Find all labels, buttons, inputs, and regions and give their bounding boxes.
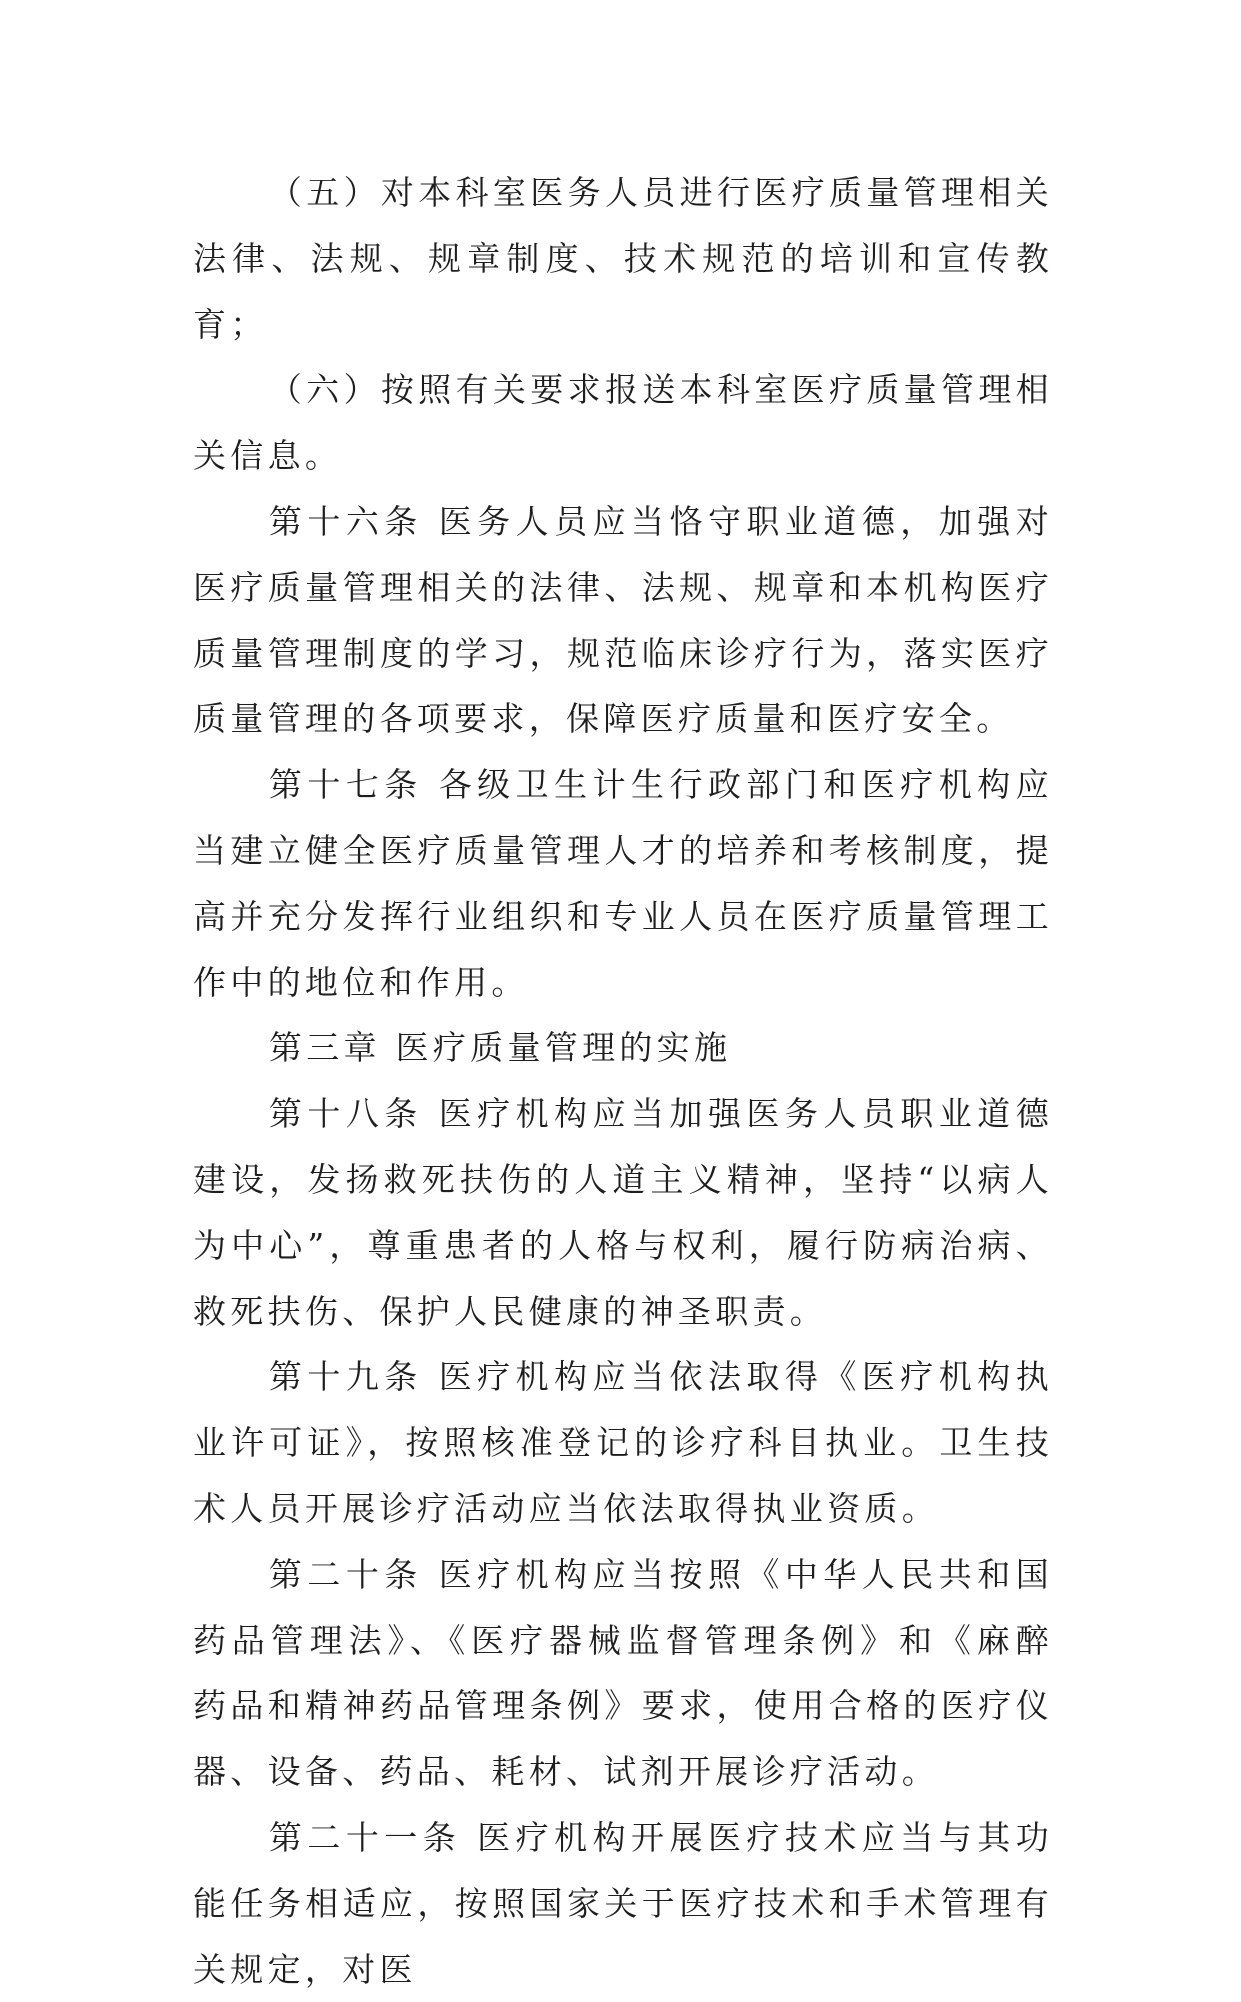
article-17: 第十七条 各级卫生计生行政部门和医疗机构应当建立健全医疗质量管理人才的培养和考核制度，提高并充分发挥行业组织和专业人员在医疗质量管理工作中的地位和作用。 <box>193 765 1053 1002</box>
chapter-3-heading: 第三章 医疗质量管理的实施 <box>268 1028 732 1068</box>
article-16: 第十六条 医务人员应当恪守职业道德，加强对医疗质量管理相关的法律、法规、规章和本机构医疗质量管理制度的学习，规范临床诊疗行为，落实医疗质量管理的各项要求，保障医疗质量和医疗安全。 <box>193 501 1053 739</box>
article-20: 第二十条 医疗机构应当按照《中华人民共和国药品管理法》、《医疗器械监督管理条例》和《麻醉药品和精神药品管理条例》要求，使用合格的医疗仪器、设备、药品、耗材、试剂开展诊疗活动。 <box>193 1554 1053 1792</box>
article-18: 第十八条 医疗机构应当加强医务人员职业道德建设，发扬救死扶伤的人道主义精神，坚持“以病人为中心”，尊重患者的人格与权利，履行防病治病、救死扶伤、保护人民健康的神圣职责。 <box>193 1094 1053 1331</box>
document-body <box>193 160 1053 2002</box>
paragraph-item-5: （五）对本科室医务人员进行医疗质量管理相关法律、法规、规章制度、技术规范的培训和宣传教育； <box>193 173 1053 344</box>
article-19: 第十九条 医疗机构应当依法取得《医疗机构执业许可证》，按照核准登记的诊疗科目执业。卫生技术人员开展诊疗活动应当依法取得执业资质。 <box>193 1357 1053 1528</box>
article-21: 第二十一条 医疗机构开展医疗技术应当与其功能任务相适应，按照国家关于医疗技术和手术管理有关规定，对医 <box>193 1817 1053 1989</box>
paragraph-item-6: （六）按照有关要求报送本科室医疗质量管理相关信息。 <box>193 370 1053 476</box>
